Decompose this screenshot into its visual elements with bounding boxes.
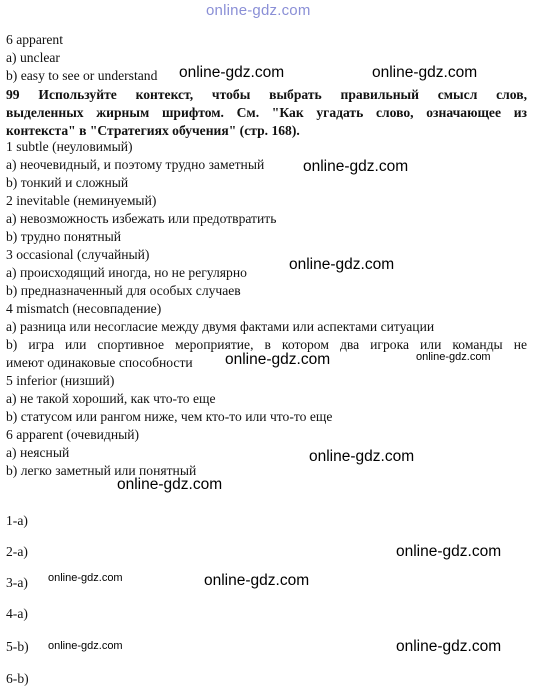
word-2-option-b: b) трудно понятный: [6, 229, 121, 244]
watermark: online-gdz.com: [396, 543, 502, 560]
word-1-subtle: 1 subtle (неуловимый): [6, 139, 133, 154]
watermark: online-gdz.com: [48, 572, 123, 584]
task-99-line-2: выделенных жирным шрифтом. См. "Как угадать слово, означающее из: [6, 105, 527, 120]
word-5-option-b: b) статусом или рангом ниже, чем кто-то или что-то еще: [6, 409, 333, 424]
watermark: online-gdz.com: [303, 158, 409, 175]
word-3-option-a: a) происходящий иногда, но не регулярно: [6, 265, 247, 280]
word-3-occasional: 3 occasional (случайный): [6, 247, 150, 262]
word-6-apparent-ru: 6 apparent (очевидный): [6, 427, 140, 442]
word-2-inevitable: 2 inevitable (неминуемый): [6, 193, 157, 208]
option-a-unclear: a) unclear: [6, 50, 60, 65]
word-6-option-a: a) неясный: [6, 445, 70, 460]
task-99-line-1: 99 Используйте контекст, чтобы выбрать правильный смысл слов,: [6, 87, 527, 102]
answer-6: 6-b): [6, 671, 29, 686]
watermark: online-gdz.com: [48, 640, 123, 652]
answer-3: 3-a): [6, 575, 28, 590]
watermark: online-gdz.com: [396, 638, 502, 655]
word-3-option-b: b) предназначенный для особых случаев: [6, 283, 241, 298]
word-5-option-a: a) не такой хороший, как что-то еще: [6, 391, 216, 406]
word-2-option-a: a) невозможность избежать или предотвратить: [6, 211, 277, 226]
word-1-option-a: a) неочевидный, и поэтому трудно заметный: [6, 157, 265, 172]
watermark: online-gdz.com: [204, 572, 310, 589]
watermark: online-gdz.com: [289, 256, 395, 273]
answer-1: 1-a): [6, 513, 28, 528]
word-1-option-b: b) тонкий и сложный: [6, 175, 129, 190]
word-4-mismatch: 4 mismatch (несовпадение): [6, 301, 162, 316]
watermark: online-gdz.com: [225, 351, 331, 368]
watermark: online-gdz.com: [416, 351, 491, 363]
word-4-option-b-line-2: имеют одинаковые способности: [6, 355, 193, 370]
answer-4: 4-a): [6, 606, 28, 621]
answer-5: 5-b): [6, 639, 29, 654]
option-b-easy: b) easy to see or understand: [6, 68, 158, 83]
watermark: online-gdz.com: [179, 64, 285, 81]
word-5-inferior: 5 inferior (низший): [6, 373, 115, 388]
top-watermark: online-gdz.com: [206, 2, 311, 19]
answer-2: 2-a): [6, 544, 28, 559]
task-99-line-3: контекста" в "Стратегиях обучения" (стр. 168).: [6, 123, 300, 138]
word-4-option-b-line-1: b) игра или спортивное мероприятие, в котором два игрока или команды не: [6, 337, 527, 352]
word-6-option-b: b) легко заметный или понятный: [6, 463, 197, 478]
word-4-option-a: a) разница или несогласие между двумя фактами или аспектами ситуации: [6, 319, 435, 334]
word-6-apparent: 6 apparent: [6, 32, 63, 47]
watermark: online-gdz.com: [117, 476, 223, 493]
watermark: online-gdz.com: [372, 64, 478, 81]
watermark: online-gdz.com: [309, 448, 415, 465]
